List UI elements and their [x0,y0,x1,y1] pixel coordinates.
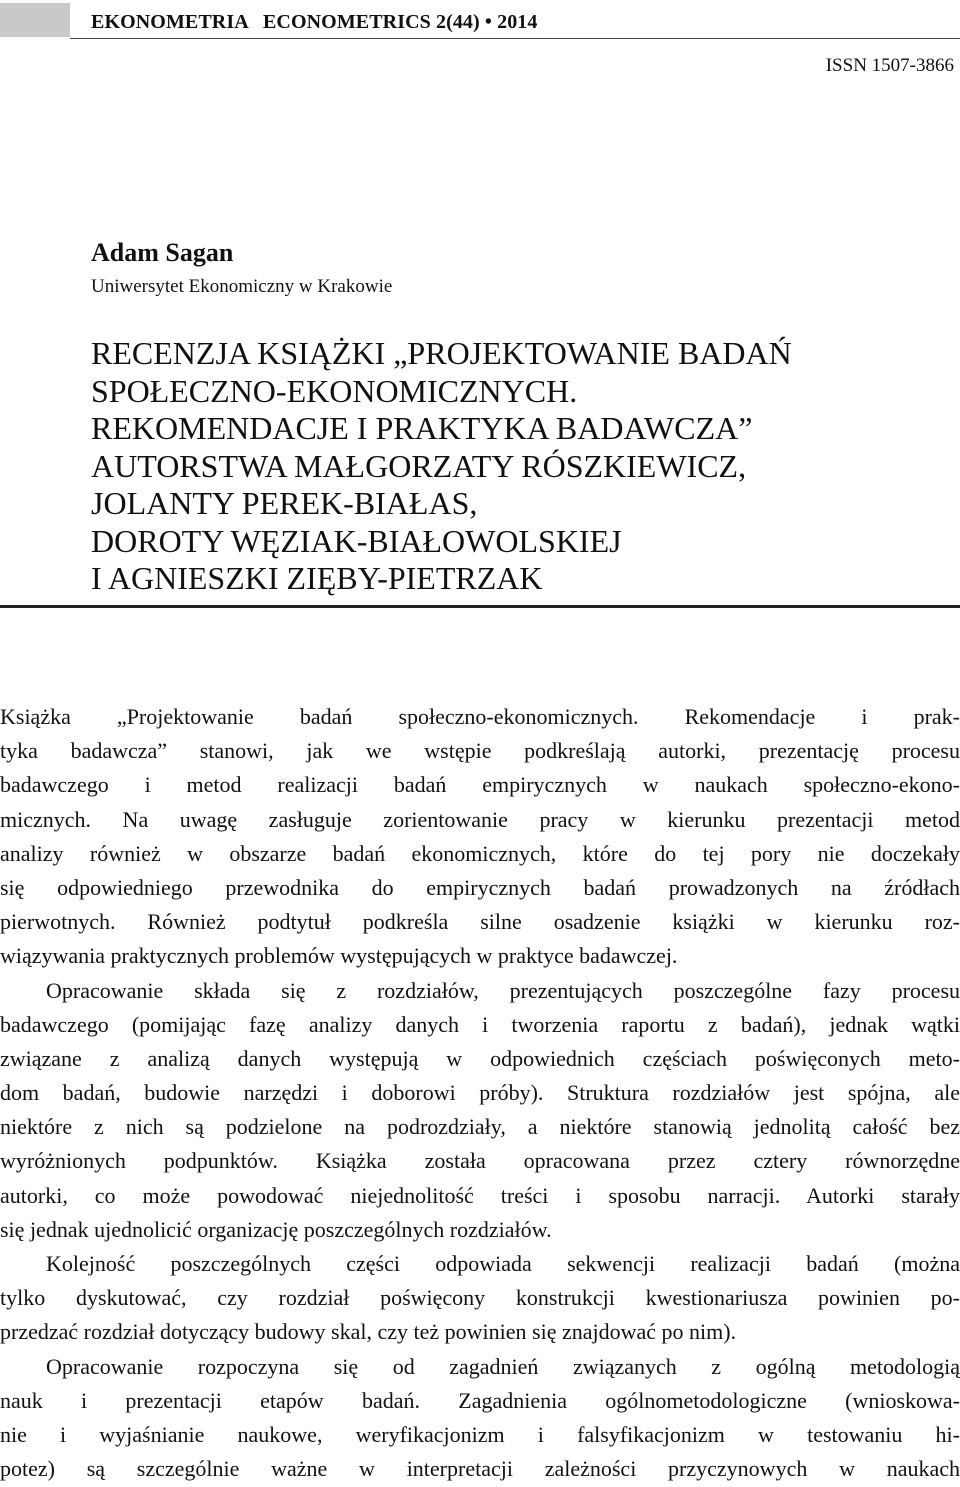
body-line: potez) są szczególnie ważne w interpretacji zależności przyczynowych w naukach [0,1456,960,1482]
title-rule [0,605,960,608]
body-line: Opracowanie rozpoczyna się od zagadnień związanych z ogólną metodologią [46,1353,960,1379]
article-body [0,700,960,1486]
body-line: dom badań, budowie narzędzi i doborowi próby). Struktura rozdziałów jest spójna, ale [0,1080,960,1106]
body-line: tyka badawcza” stanowi, jak we wstępie podkreślają autorki, prezentację procesu [0,738,960,764]
body-line: przedzać rozdział dotyczący budowy skal, czy też powinien się znajdować po nim). [0,1319,737,1345]
body-line: pierwotnych. Również podtytuł podkreśla silne osadzenie książki w kierunku roz- [0,909,960,935]
title-line: RECENZJA KSIĄŻKI „PROJEKTOWANIE BADAŃ [91,335,792,371]
body-line: autorki, co może powodować niejednolitość treści i sposobu narracji. Autorki starały [0,1182,960,1208]
header-rule [70,38,960,39]
body-line: badawczego i metod realizacji badań empirycznych w naukach społeczno-ekono- [0,772,960,798]
title-line: AUTORSTWA MAŁGORZATY RÓSZKIEWICZ, [91,447,747,484]
author-affiliation: Uniwersytet Ekonomiczny w Krakowie [91,276,393,297]
journal-name: EKONOMETRIA ECONOMETRICS 2(44) • 2014 [91,11,538,33]
article-title [91,335,951,598]
title-line: I AGNIESZKI ZIĘBY-PIETRZAK [91,560,543,596]
body-line: się jednak ujednolicić organizację poszczególnych rozdziałów. [0,1216,552,1242]
body-line: analizy również w obszarze badań ekonomicznych, które do tej pory nie doczekały [0,840,960,866]
body-line: wyróżnionych podpunktów. Książka została opracowana przez cztery równorzędne [0,1148,960,1174]
body-line: Kolejność poszczególnych części odpowiada sekwencji realizacji badań (można [46,1251,960,1276]
body-line: wiązywania praktycznych problemów występujących w praktyce badawczej. [0,943,678,969]
title-line: JOLANTY PEREK-BIAŁAS, [91,485,478,521]
body-line: nauk i prezentacji etapów badań. Zagadnienia ogólnometodologiczne (wnioskowa- [0,1387,960,1413]
journal-header [0,0,960,40]
body-line: Opracowanie składa się z rozdziałów, prezentujących poszczególne fazy procesu [46,977,960,1003]
body-line: niektóre z nich są podzielone na podrozdziały, a niektóre stanowią jednolitą całość bez [0,1114,960,1140]
body-line: micznych. Na uwagę zasługuje zorientowanie pracy w kierunku prezentacji metod [0,806,960,832]
issn: ISSN 1507-3866 [825,55,954,76]
body-line: związane z analizą danych występują w odpowiednich częściach poświęconych meto- [0,1045,960,1071]
author-name: Adam Sagan [91,238,234,267]
header-grey-box [0,3,70,37]
title-line: SPOŁECZNO-EKONOMICZNYCH. [91,372,578,409]
body-line: nie i wyjaśnianie naukowe, weryfikacjonizm i falsyfikacjonizm w testowaniu hi- [0,1421,960,1447]
body-line: Książka „Projektowanie badań społeczno-ekonomicznych. Rekomendacje i prak- [0,704,960,729]
body-line: tylko dyskutować, czy rozdział poświęcony konstrukcji kwestionariusza powinien po- [0,1285,960,1311]
body-line: badawczego (pomijając fazę analizy danych i tworzenia raportu z badań), jednak wątki [0,1011,960,1037]
title-line: REKOMENDACJE I PRAKTYKA BADAWCZA” [91,410,753,446]
body-line: się odpowiedniego przewodnika do empirycznych badań prowadzonych na źródłach [0,874,960,900]
title-line: DOROTY WĘZIAK-BIAŁOWOLSKIEJ [91,522,622,559]
